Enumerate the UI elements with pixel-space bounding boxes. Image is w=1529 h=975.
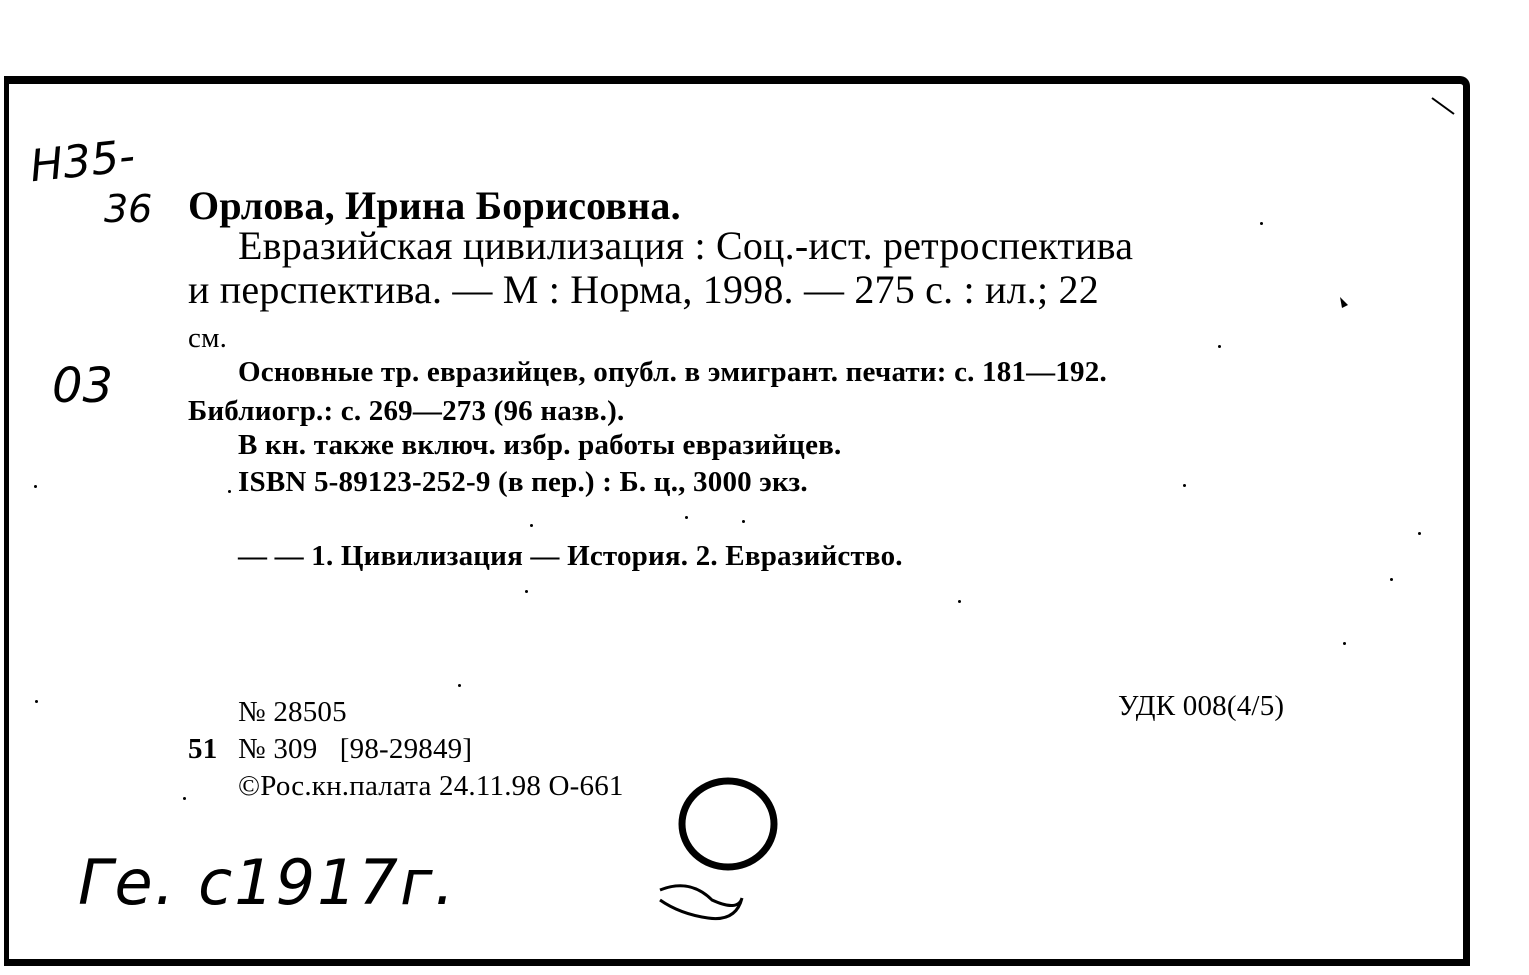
speck (1260, 222, 1263, 225)
speck (1183, 484, 1186, 487)
speck (685, 516, 688, 519)
isbn-line: ISBN 5-89123-252-9 (в пер.) : Б. ц., 3000 экз. (238, 466, 808, 498)
corner-mark (1432, 98, 1454, 114)
comma-mark (1340, 297, 1348, 308)
record-number-2-prefix: 51 (188, 733, 218, 765)
note-line-2: Библиогр.: с. 269—273 (96 назв.). (188, 395, 625, 427)
copyright-line: ©Рос.кн.палата 24.11.98 О-661 (238, 770, 624, 802)
speck (1390, 578, 1393, 581)
speck (183, 797, 186, 800)
udk-code: УДК 008(4/5) (1118, 690, 1285, 722)
note-line-1: Основные тр. евразийцев, опубл. в эмигрант. печати: с. 181—192. (238, 356, 1107, 388)
speck (742, 520, 745, 523)
speck (530, 524, 533, 527)
speck (525, 590, 528, 593)
speck (1418, 532, 1421, 535)
speck (35, 700, 38, 703)
author-heading: Орлова, Ирина Борисовна. (188, 183, 681, 228)
speck (1343, 642, 1346, 645)
title-line-2: и перспектива. — М : Норма, 1998. — 275 с. : ил.; 22 (188, 267, 1099, 312)
stamp-smudge (660, 886, 742, 919)
speck (958, 600, 961, 603)
note-line-3: В кн. также включ. избр. работы евразийцев. (238, 429, 842, 461)
title-line-1: Евразийская цивилизация : Соц.-ист. ретроспектива (238, 223, 1134, 268)
handwritten-code: 03 (52, 358, 114, 414)
title-line-3: см. (188, 322, 228, 354)
subject-headings: — — 1. Цивилизация — История. 2. Евразийство. (238, 540, 903, 572)
record-number: № 28505 (238, 696, 347, 728)
speck (34, 485, 37, 488)
handwritten-shelf-mark-top: Н35- (27, 130, 138, 193)
handwritten-bottom-note: Ге. с1917г. (78, 846, 457, 919)
handwritten-shelf-mark-bottom: 36 (104, 187, 153, 231)
speck (1218, 345, 1221, 348)
speck (458, 684, 461, 687)
record-number-2: № 309 [98-29849] (238, 733, 473, 765)
speck (228, 490, 231, 493)
library-stamp-circle (682, 781, 774, 867)
